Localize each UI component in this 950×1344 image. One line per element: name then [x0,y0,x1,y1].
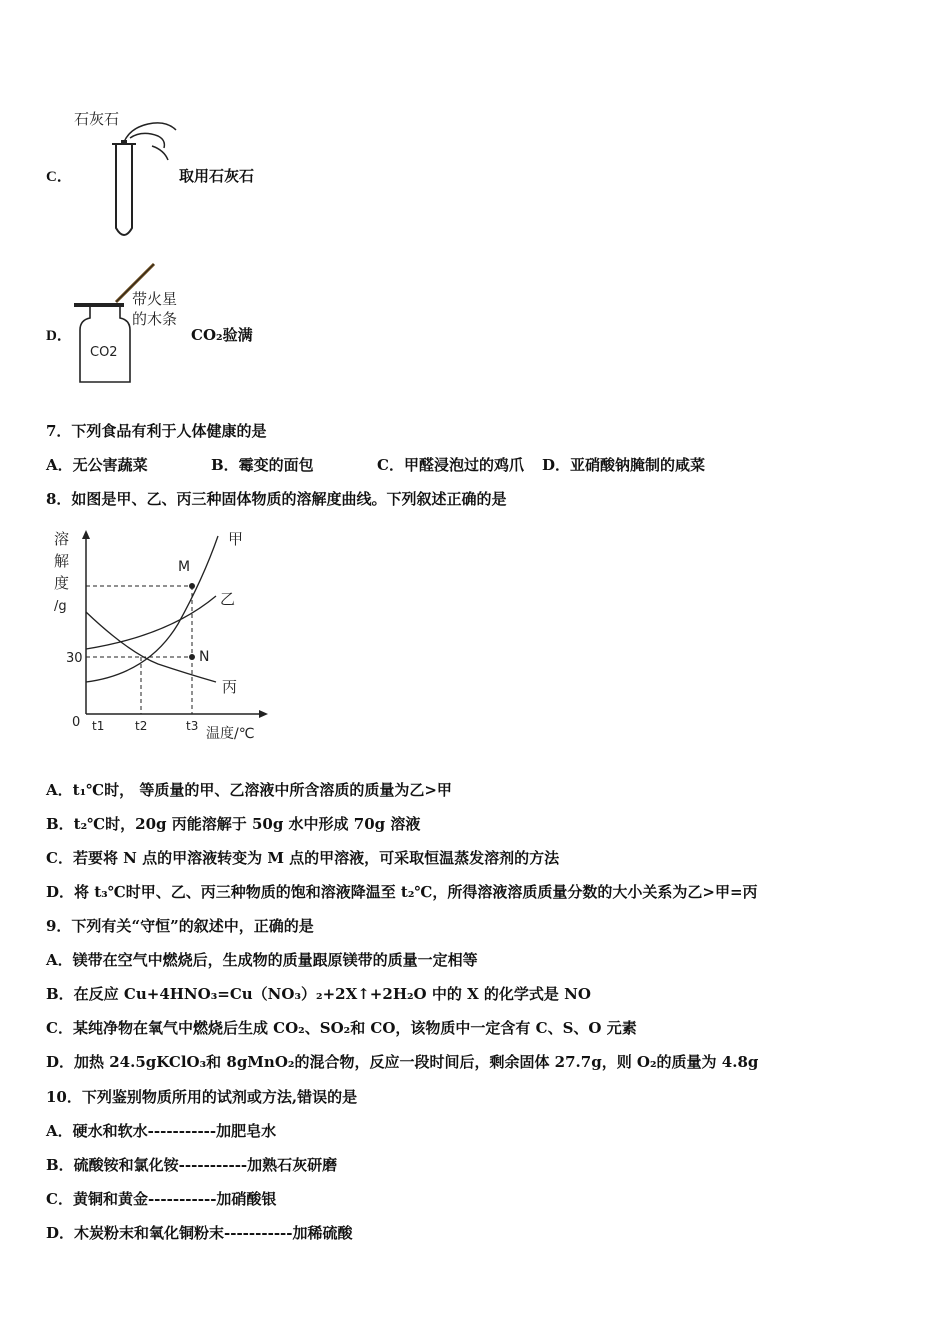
point-n-label: N [199,649,210,665]
ylabel-line4: /g [54,599,67,614]
x-tick-t1: t1 [92,719,105,733]
q6-option-d-caption: CO₂验满 [191,326,253,344]
q7-stem: 7．下列食品有利于人体健康的是 [46,422,267,440]
gas-bottle-figure [68,258,193,390]
q8-option-a: A．t₁℃时， 等质量的甲、乙溶液中所含溶质的质量为乙>甲 [46,781,452,799]
hand-outline [130,133,164,148]
x-axis-label: 温度/℃ [206,726,255,742]
test-tube-illustration [68,104,178,244]
origin-label: 0 [72,715,81,730]
q6-option-d-letter: D． [46,328,72,344]
point-m [189,583,195,589]
q7-option-a: A．无公害蔬菜 [46,456,148,474]
splint-label-line1: 带火星 [132,290,178,308]
q9-option-c: C．某纯净物在氧气中燃烧后生成 CO₂、SO₂和 CO，该物质中一定含有 C、S、O 元素 [46,1019,637,1037]
q6-option-c-letter: C． [46,169,72,185]
q8-option-b: B．t₂℃时，20g 丙能溶解于 50g 水中形成 70g 溶液 [46,815,421,833]
splint-label-line2: 的木条 [132,310,178,328]
q8-option-d: D．将 t₃℃时甲、乙、丙三种物质的饱和溶液降温至 t₂℃，所得溶液溶质质量分数的大小关系为乙>甲=丙 [46,883,758,901]
solubility-chart [48,524,278,746]
x-axis-arrow [259,710,268,718]
glass-plate [74,303,124,307]
q9-option-a: A．镁带在空气中燃烧后，生成物的质量跟原镁带的质量一定相等 [46,951,478,969]
limestone-piece [121,140,127,145]
q9-stem: 9．下列有关“守恒”的叙述中，正确的是 [46,917,314,935]
limestone-label: 石灰石 [74,110,120,128]
series-label-bing: 丙 [222,678,238,696]
y-tick-30: 30 [66,651,83,666]
q10-option-b: B．硫酸铵和氯化铵-----------加熟石灰研磨 [46,1156,338,1174]
q7-option-d: D．亚硝酸钠腌制的咸菜 [542,456,706,474]
q9-option-b: B．在反应 Cu+4HNO₃=Cu（NO₃）₂+2X↑+2H₂O 中的 X 的化学式是 NO [46,985,591,1003]
q8-stem: 8．如图是甲、乙、丙三种固体物质的溶解度曲线。下列叙述正确的是 [46,490,507,508]
q10-option-d: D．木炭粉末和氧化铜粉末-----------加稀硫酸 [46,1224,353,1242]
series-label-yi: 乙 [220,590,236,608]
ylabel-line3: 度 [54,574,70,592]
q7-option-b: B．霉变的面包 [211,456,314,474]
q9-option-d: D．加热 24.5gKClO₃和 8gMnO₂的混合物，反应一段时间后，剩余固体 27.7g，则 O₂的质量为 4.8g [46,1053,759,1071]
tweezers [124,123,176,142]
q6-option-c-caption: 取用石灰石 [179,167,255,185]
q10-option-c: C．黄铜和黄金-----------加硝酸银 [46,1190,277,1208]
q7-option-c: C．甲醛浸泡过的鸡爪 [377,456,524,474]
curve-bing [86,612,216,682]
curve-yi [86,596,216,649]
finger-outline [152,146,168,160]
tube-outline [116,144,132,235]
test-tube-figure [68,104,178,244]
point-n [189,654,195,660]
x-tick-t3: t3 [186,719,199,733]
series-label-jia: 甲 [228,530,244,548]
gas-bottle-illustration [68,258,193,390]
q10-option-a: A．硬水和软水-----------加肥皂水 [46,1122,277,1140]
ylabel-line1: 溶 [54,530,70,548]
ylabel-line2: 解 [54,552,70,570]
q10-stem: 10．下列鉴别物质所用的试剂或方法,错误的是 [46,1088,358,1106]
bottle-label: CO2 [90,345,118,360]
x-tick-t2: t2 [135,719,148,733]
point-m-label: M [178,559,191,575]
solubility-graph [48,524,278,746]
y-axis-arrow [82,530,90,539]
q8-option-c: C．若要将 N 点的甲溶液转变为 M 点的甲溶液，可采取恒温蒸发溶剂的方法 [46,849,560,867]
